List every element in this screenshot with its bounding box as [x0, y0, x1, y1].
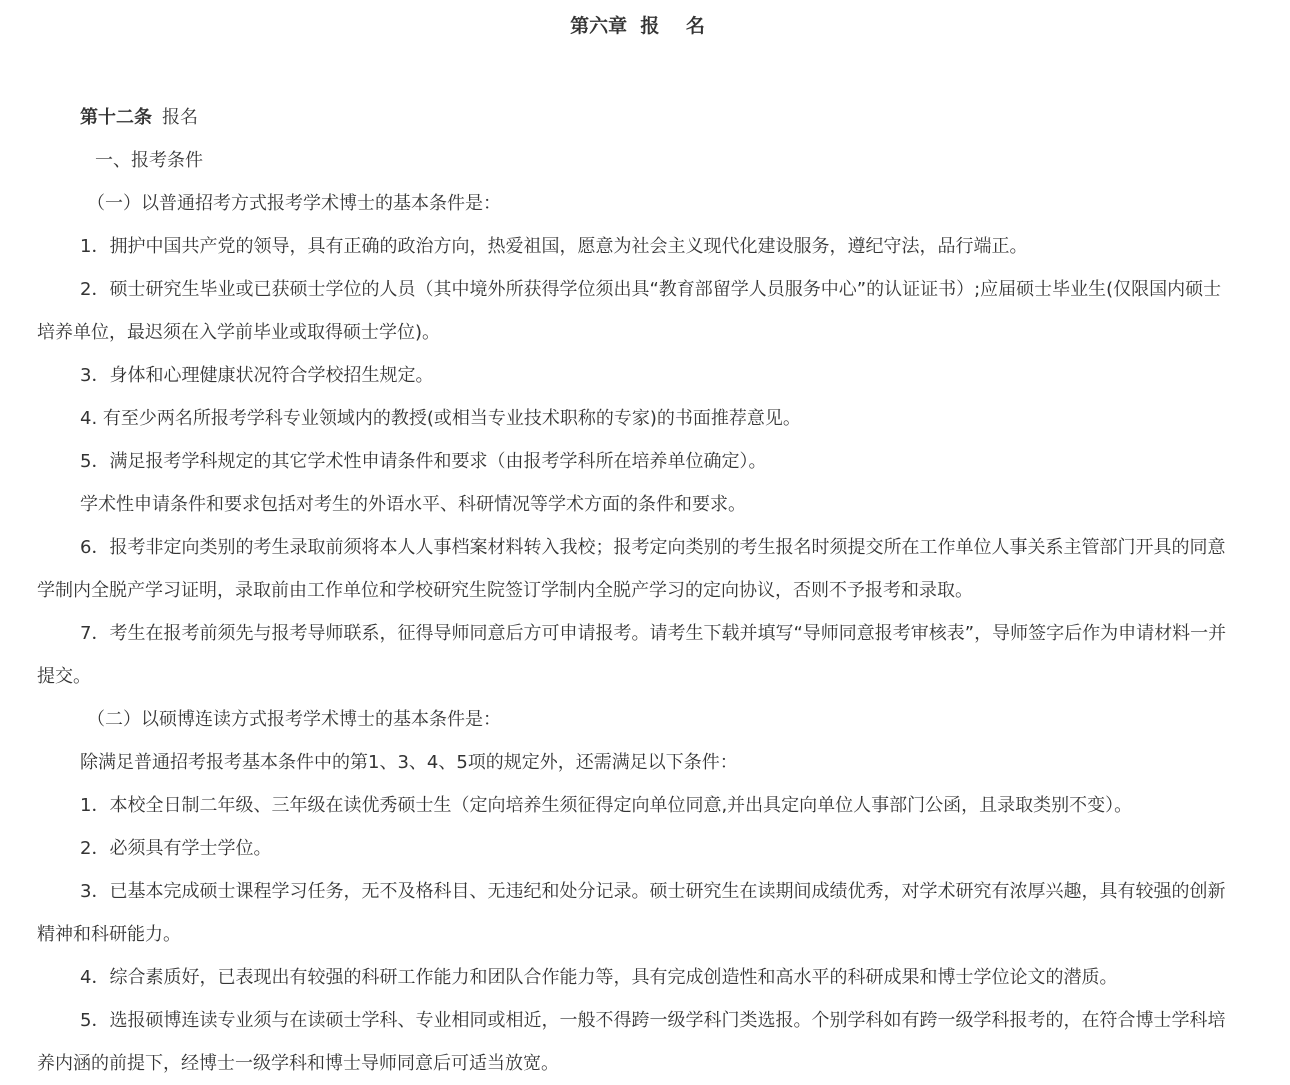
condition-item-6: 6．报考非定向类别的考生录取前须将本人人事档案材料转入我校；报考定向类别的考生报名时须提交所在工作单位人事关系主管部门开具的同意学制内全脱产学习证明，录取前由工作单位和学校研究生院签订学制内全脱产学习的定向协议，否则不予报考和录取。: [37, 537, 1226, 601]
successive-item-4: 4．综合素质好，已表现出有较强的科研工作能力和团队合作能力等，具有完成创造性和高水平的科研成果和博士学位论文的潜质。: [80, 967, 1118, 988]
successive-item-3: 3．已基本完成硕士课程学习任务，无不及格科目、无违纪和处分记录。硕士研究生在读期间成绩优秀，对学术研究有浓厚兴趣，具有较强的创新精神和科研能力。: [37, 881, 1226, 945]
chapter-title: 第六章 报 名: [570, 15, 705, 37]
condition-item-7: 7．考生在报考前须先与报考导师联系，征得导师同意后方可申请报考。请考生下载并填写“导师同意报考审核表”，导师签字后作为申请材料一并提交。: [37, 623, 1227, 687]
title-spacer: [37, 44, 1238, 96]
successive-item-1: 1．本校全日制二年级、三年级在读优秀硕士生（定向培养生须征得定向单位同意,并出具定向单位人事部门公函，且录取类别不变）。: [80, 795, 1133, 816]
article-name: 报名: [162, 107, 198, 128]
article-number: 第十二条: [80, 107, 152, 128]
successive-item-2: 2．必须具有学士学位。: [80, 838, 272, 859]
subsection-heading-general-exam: （一）以普通招考方式报考学术博士的基本条件是：: [87, 193, 501, 214]
condition-item-4: 4. 有至少两名所报考学科专业领域内的教授(或相当专业技术职称的专家)的书面推荐意见。: [80, 408, 801, 429]
condition-item-5-note: 学术性申请条件和要求包括对考生的外语水平、科研情况等学术方面的条件和要求。: [80, 494, 746, 515]
section-heading-eligibility: 一、报考条件: [95, 150, 203, 171]
condition-item-5: 5．满足报考学科规定的其它学术性申请条件和要求（由报考学科所在培养单位确定）。: [80, 451, 767, 472]
successive-intro: 除满足普通招考报考基本条件中的第1、3、4、5项的规定外，还需满足以下条件：: [80, 752, 738, 773]
successive-item-5: 5．选报硕博连读专业须与在读硕士学科、专业相同或相近，一般不得跨一级学科门类选报。个别学科如有跨一级学科报考的，在符合博士学科培养内涵的前提下，经博士一级学科和博士导师同意后可适当放宽。: [37, 1010, 1226, 1074]
condition-item-1: 1．拥护中国共产党的领导，具有正确的政治方向，热爱祖国，愿意为社会主义现代化建设服务，遵纪守法，品行端正。: [80, 236, 1028, 257]
subsection-heading-successive-program: （二）以硕博连读方式报考学术博士的基本条件是：: [87, 709, 501, 730]
condition-item-2: 2．硕士研究生毕业或已获硕士学位的人员（其中境外所获得学位须出具“教育部留学人员服务中心”的认证证书）;应届硕士毕业生(仅限国内硕士培养单位，最迟须在入学前毕业或取得硕士学位)。: [37, 279, 1222, 343]
article-heading: [37, 96, 1238, 139]
condition-item-3: 3．身体和心理健康状况符合学校招生规定。: [80, 365, 434, 386]
